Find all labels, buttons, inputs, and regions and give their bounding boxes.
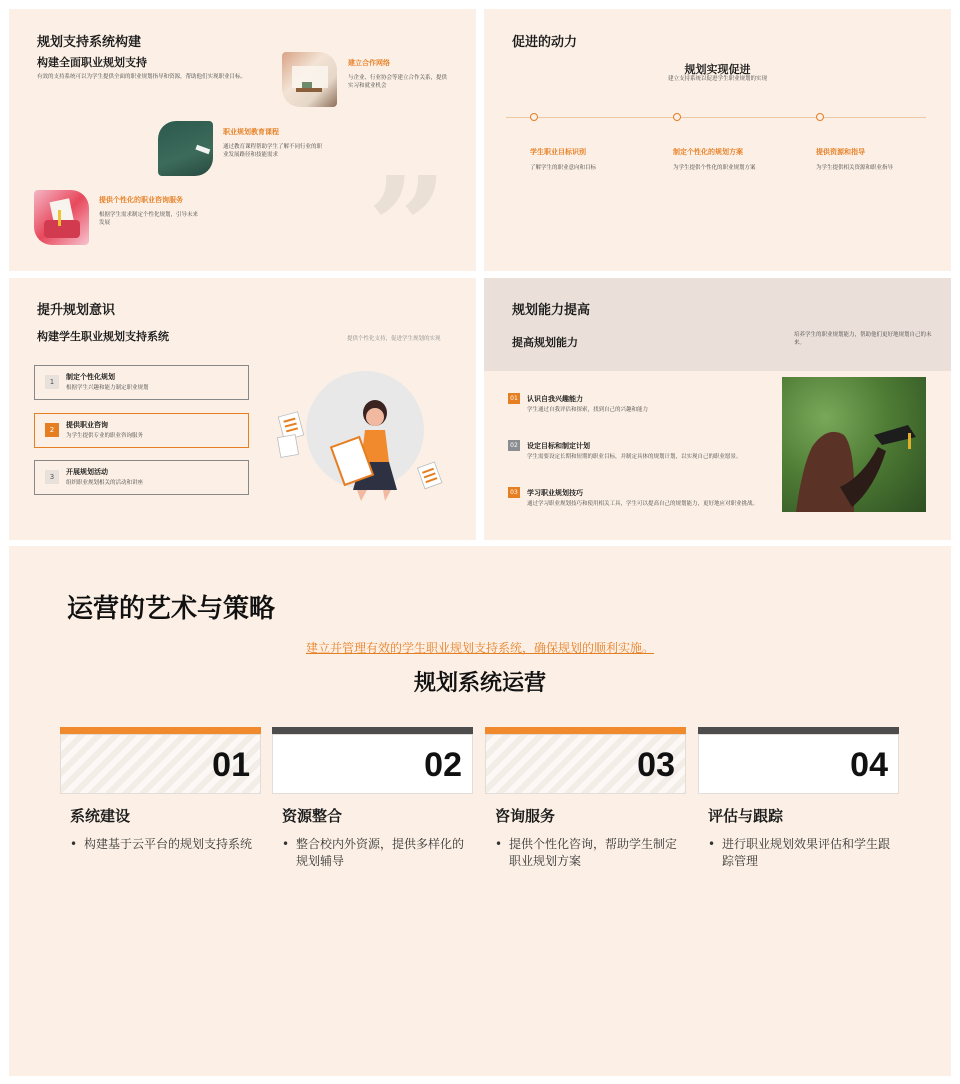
center-title: 规划实现促进 [684, 63, 751, 76]
step-title: 学生职业目标识别 [530, 148, 586, 156]
card-number: 01 [212, 746, 250, 784]
step-desc: 为学生提供个性化的职业规划方案 [673, 165, 756, 171]
item-number: 3 [45, 470, 59, 484]
slide-title: 促进的动力 [512, 35, 578, 50]
subtitle-link[interactable]: 建立并管理有效的学生职业规划支持系统，确保规划的顺利实施。 [305, 641, 654, 655]
item-number: 2 [45, 423, 59, 437]
step-title: 制定个性化的规划方案 [673, 148, 743, 156]
timeline-dot [673, 113, 681, 121]
slide-title: 规划支持系统构建 [37, 35, 142, 50]
card-bullet-text: 提供个性化咨询，帮助学生制定职业规划方案 [509, 837, 678, 868]
step-desc: 为学生提供相关资源和职业指导 [816, 165, 894, 171]
slide-driving-force [484, 9, 951, 271]
item-title: 提供个性化的职业咨询服务 [99, 196, 183, 204]
slide-planning-awareness [9, 278, 476, 540]
card-title: 咨询服务 [495, 807, 556, 825]
slide-subtitle: 构建全面职业规划支持 [37, 56, 147, 69]
slide-title: 提升规划意识 [37, 303, 116, 318]
card-title: 评估与跟踪 [708, 807, 784, 825]
item-desc: 通过教育课程帮助学生了解不同行业的职业发展路径和技能需求 [223, 144, 323, 158]
item-title: 学习职业规划技巧 [527, 489, 583, 497]
card-bullet: • 整合校内外资源，提供多样化的规划辅导 [282, 836, 472, 870]
item-title: 制定个性化规划 [66, 373, 115, 381]
card-number: 03 [637, 746, 675, 784]
item-number: 03 [508, 487, 520, 498]
school-bag-image [34, 190, 89, 245]
card-number: 02 [424, 746, 462, 784]
item-desc: 根据学生兴趣和能力制定职业规划 [66, 385, 149, 391]
item-number: 01 [508, 393, 520, 404]
card-number-box [60, 734, 261, 794]
card-number-box [698, 734, 899, 794]
item-title: 设定目标和制定计划 [527, 442, 590, 450]
card-bullet: • 提供个性化咨询，帮助学生制定职业规划方案 [495, 836, 685, 870]
card-accent-bar [698, 727, 899, 734]
item-desc: 根据学生需求制定个性化规划，引导未来发展 [99, 212, 199, 226]
item-desc: 学生需要设定长期和短期的职业目标，并制定具体的规划计划，以实现自己的职业愿景。 [527, 454, 742, 460]
person-with-document-illustration [271, 366, 451, 506]
timeline-dot [530, 113, 538, 121]
slide-title: 规划能力提高 [512, 303, 591, 318]
timeline-dot [816, 113, 824, 121]
center-description: 建立支持系统以促进学生职业规划的实现 [667, 76, 767, 82]
card-number-box [272, 734, 473, 794]
card-accent-bar [60, 727, 261, 734]
item-desc: 学生通过自我评估和探索，找到自己的兴趣和能力 [527, 407, 649, 413]
item-title: 认识自我兴趣能力 [527, 395, 583, 403]
item-title: 建立合作网络 [348, 59, 390, 67]
slide-subtitle: 构建学生职业规划支持系统 [37, 330, 169, 343]
slide-subtitle: 提高规划能力 [512, 336, 578, 349]
item-desc: 为学生提供专业的职业咨询服务 [66, 433, 144, 439]
step-desc: 了解学生的职业意向和目标 [530, 165, 597, 171]
office-image [282, 52, 337, 107]
card-bullet-text: 进行职业规划效果评估和学生跟踪管理 [722, 837, 891, 868]
card-title: 系统建设 [70, 807, 131, 825]
item-number: 1 [45, 375, 59, 389]
slide-header-band [484, 278, 951, 371]
slide-description: 有效的支持系统可以为学生提供全面的职业规划指导和资源，帮助他们实现职业目标。 [37, 74, 247, 80]
item-title: 提供职业咨询 [66, 421, 108, 429]
timeline-line [506, 117, 926, 118]
slide-support-system [9, 9, 476, 271]
item-number: 02 [508, 440, 520, 451]
list-item-active [34, 413, 249, 448]
slide-note: 提供个性化支持，促进学生规划的实现 [347, 336, 441, 342]
card-number-box [485, 734, 686, 794]
header-description: 培养学生的职业规划能力，帮助他们更好地规划自己的未来。 [794, 332, 932, 346]
quote-mark-icon: ” [367, 147, 448, 271]
card-bullet-text: 构建基于云平台的规划支持系统 [84, 837, 253, 851]
list-item [34, 365, 249, 400]
item-desc: 通过学习职业规划技巧和使用相关工具，学生可以提高自己的规划能力，更好地应对职业挑战。 [527, 501, 759, 507]
list-item [34, 460, 249, 495]
item-title: 开展规划活动 [66, 468, 108, 476]
center-title: 规划系统运营 [413, 671, 546, 696]
graduate-photo [782, 377, 926, 512]
item-desc: 组织职业规划相关的活动和讲座 [66, 480, 144, 486]
slide-title: 运营的艺术与策略 [67, 594, 276, 624]
card-accent-bar [272, 727, 473, 734]
card-accent-bar [485, 727, 686, 734]
item-title: 职业规划教育课程 [223, 128, 279, 136]
slide-planning-ability [484, 278, 951, 540]
card-bullet: • 进行职业规划效果评估和学生跟踪管理 [708, 836, 898, 870]
step-title: 提供资源和指导 [816, 148, 865, 156]
card-number: 04 [850, 746, 888, 784]
item-desc: 与企业、行业协会等建立合作关系，提供实习和就业机会 [348, 75, 448, 89]
card-title: 资源整合 [282, 807, 343, 825]
chalkboard-image [158, 121, 213, 176]
card-bullet-text: 整合校内外资源，提供多样化的规划辅导 [296, 837, 465, 868]
card-bullet: • 构建基于云平台的规划支持系统 [70, 836, 260, 853]
slide-operations-strategy [9, 546, 951, 1076]
